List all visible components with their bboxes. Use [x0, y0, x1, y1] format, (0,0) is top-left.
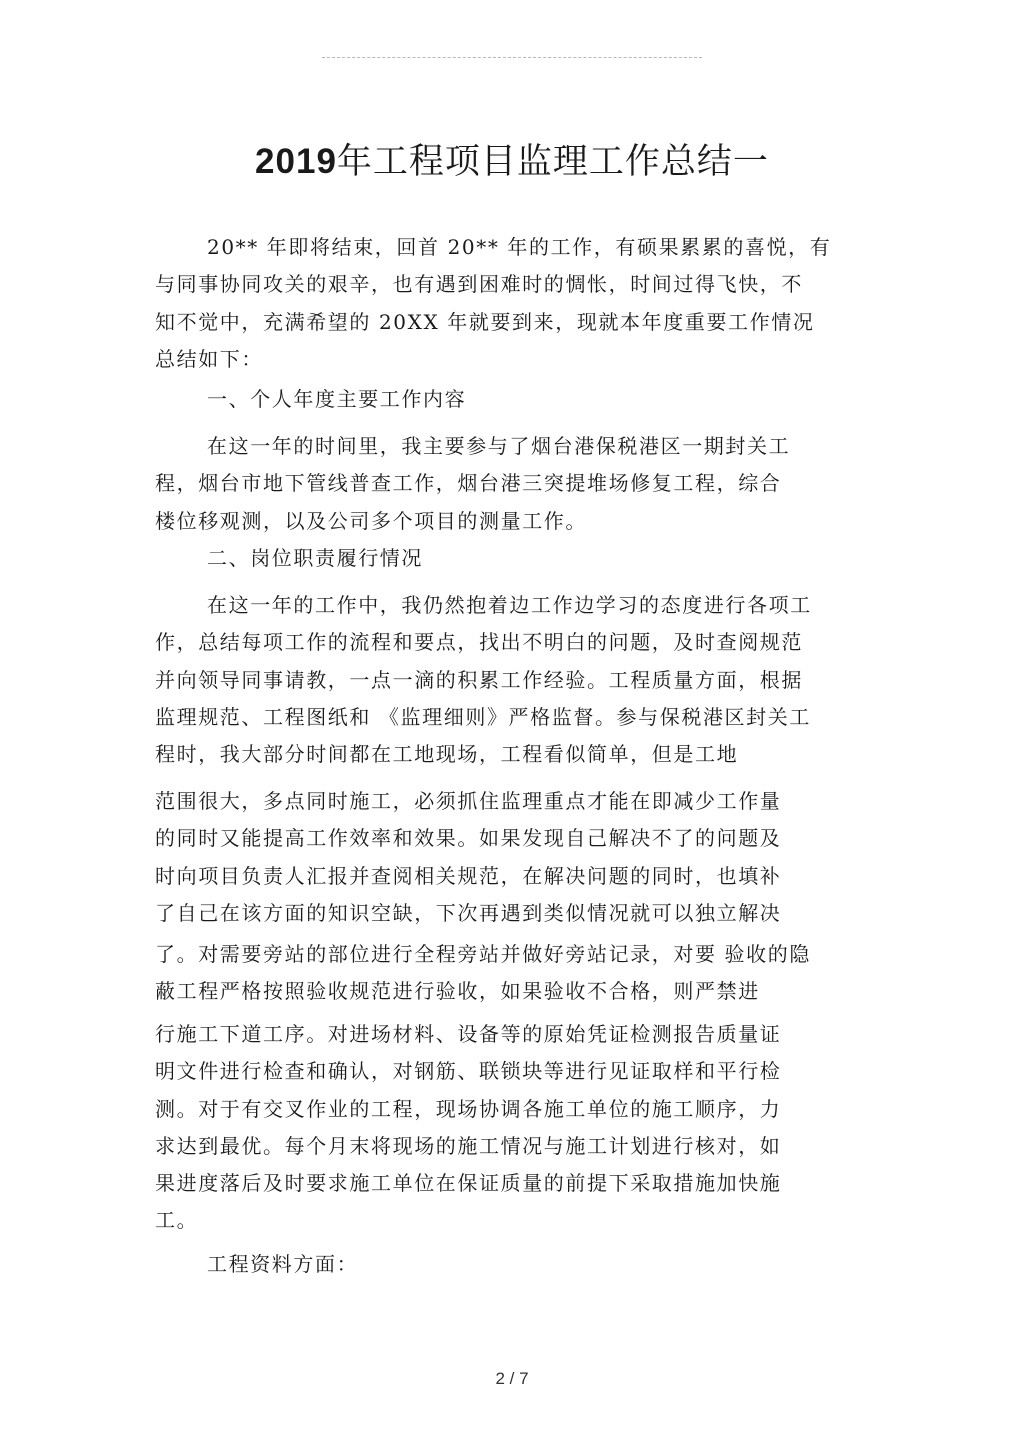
paragraph-records	[155, 1246, 845, 1283]
paragraph-line: 求达到最优。每个月末将现场的施工情况与施工计划进行核对，如	[155, 1133, 782, 1158]
paragraph-line: 监理规范、工程图纸和 《监理细则》严格监督。参与保税港区封关工	[155, 704, 811, 729]
paragraph-site-scope	[155, 783, 845, 932]
paragraph-line: 的同时又能提高工作效率和效果。如果发现自己解决不了的问题及	[155, 826, 782, 851]
paragraph-line: 了自己在该方面的知识空缺，下次再遇到类似情况就可以独立解决	[155, 900, 782, 925]
paragraph-line: 时向项目负责人汇报并查阅相关规范，在解决问题的同时，也填补	[155, 863, 782, 888]
paragraph-line: 20** 年即将结束，回首 20** 年的工作，有硕果累累的喜悦，有	[207, 235, 832, 259]
section-heading-2	[155, 540, 845, 577]
paragraph-line: 测。对于有交叉作业的工程，现场协调各施工单位的施工顺序，力	[155, 1096, 782, 1121]
paragraph-work-content	[155, 428, 845, 540]
paragraph-line: 行施工下道工序。对进场材料、设备等的原始凭证检测报告质量证	[155, 1022, 782, 1046]
paragraph-line: 并向领导同事请教，一点一滴的积累工作经验。工程质量方面，根据	[155, 667, 803, 692]
paragraph-line: 总结如下：	[155, 346, 263, 371]
header-rule	[322, 57, 702, 58]
paragraph-line: 楼位移观测，以及公司多个项目的测量工作。	[155, 508, 587, 533]
paragraph-inspection	[155, 936, 845, 1011]
paragraph-line: 工程资料方面：	[207, 1252, 359, 1276]
paragraph-line: 知不觉中，充满希望的 20XX 年就要到来，现就本年度重要工作情况	[155, 309, 815, 334]
section-heading-1	[155, 381, 845, 418]
paragraph-line: 蔽工程严格按照验收规范进行验收，如果验收不合格，则严禁进	[155, 979, 760, 1004]
title-text: 年工程项目监理工作总结一	[336, 142, 769, 182]
paragraph-duties	[155, 587, 845, 773]
paragraph-line: 果进度落后及时要求施工单位在保证质量的前提下采取措施加快施	[155, 1171, 782, 1196]
paragraph-line: 在这一年的工作中，我仍然抱着边工作边学习的态度进行各项工	[207, 593, 812, 617]
page-number: 2 / 7	[495, 1369, 529, 1388]
title-year: 2019	[255, 142, 337, 181]
heading-text: 二、岗位职责履行情况	[207, 546, 423, 570]
paragraph-line: 工。	[155, 1208, 199, 1233]
heading-text: 一、个人年度主要工作内容	[207, 387, 467, 411]
paragraph-intro	[155, 229, 845, 378]
paragraph-line: 与同事协同攻关的艰辛，也有遇到困难时的惆怅，时间过得飞快，不	[155, 272, 803, 297]
paragraph-line: 程，烟台市地下管线普查工作，烟台港三突提堆场修复工程，综合	[155, 471, 782, 496]
paragraph-line: 在这一年的时间里，我主要参与了烟台港保税港区一期封关工	[207, 434, 791, 458]
paragraph-materials	[155, 1016, 845, 1240]
paragraph-line: 程时，我大部分时间都在工地现场，工程看似简单，但是工地	[155, 742, 739, 767]
document-title	[0, 138, 1024, 186]
paragraph-line: 了。对需要旁站的部位进行全程旁站并做好旁站记录，对要 验收的隐	[155, 942, 811, 966]
paragraph-line: 作，总结每项工作的流程和要点，找出不明白的问题，及时查阅规范	[155, 630, 803, 655]
paragraph-line: 范围很大，多点同时施工，必须抓住监理重点才能在即减少工作量	[155, 789, 782, 813]
paragraph-line: 明文件进行检查和确认，对钢筋、联锁块等进行见证取样和平行检	[155, 1059, 782, 1084]
